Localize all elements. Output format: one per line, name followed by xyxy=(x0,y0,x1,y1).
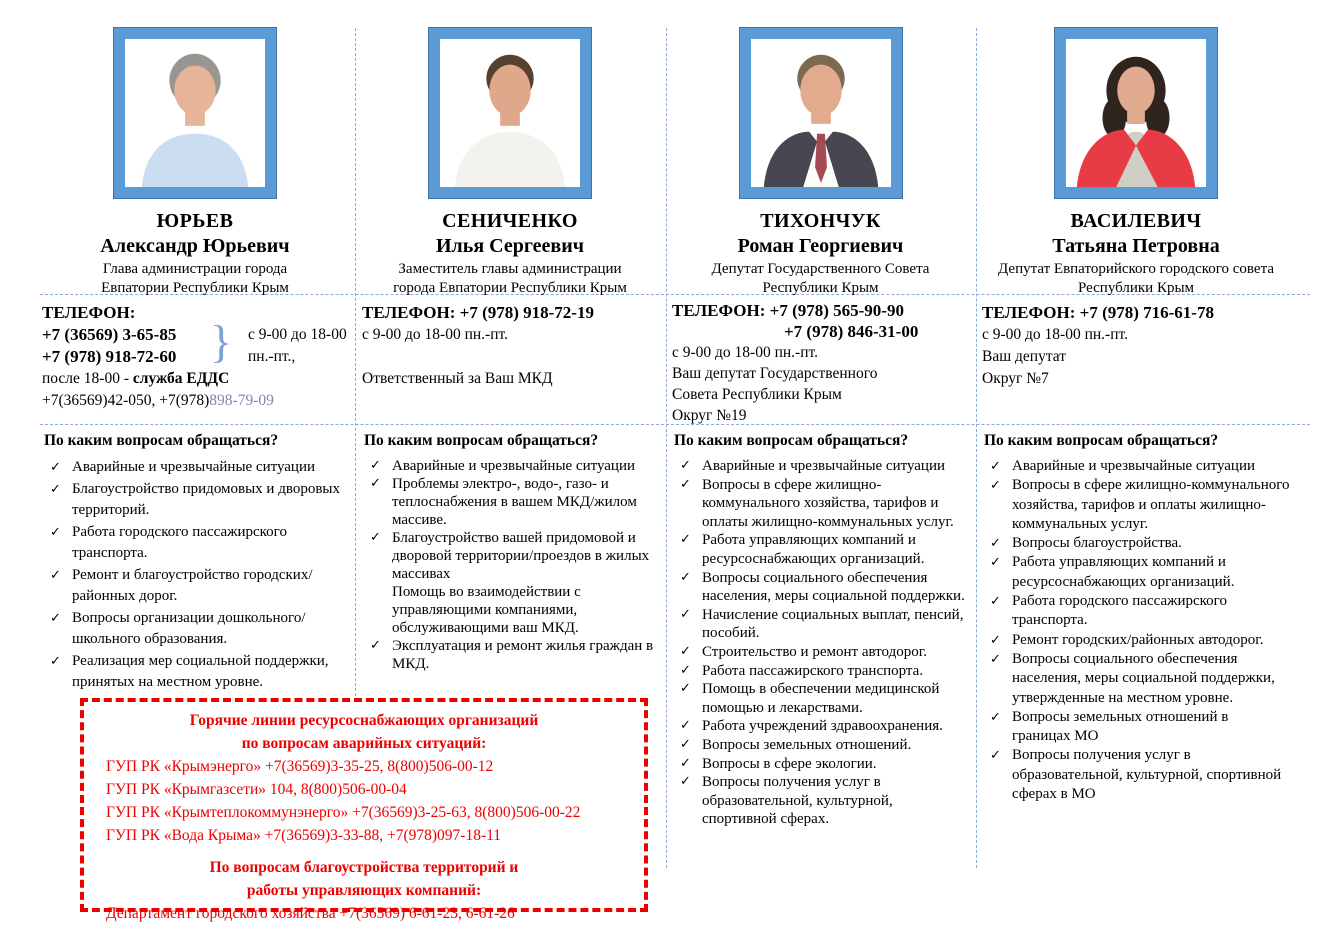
check-icon: ✓ xyxy=(680,736,691,752)
questions-list xyxy=(42,457,348,694)
name-block xyxy=(672,205,969,294)
edds-numbers: +7(36569)42-050, +7(978) xyxy=(42,392,210,409)
question-text: Вопросы организации дошкольного/школьного образования. xyxy=(72,609,306,647)
question-text: Вопросы благоустройства. xyxy=(1012,535,1182,552)
person-silhouette-icon xyxy=(125,39,265,187)
questions-list xyxy=(982,457,1290,804)
questions-section xyxy=(982,424,1290,804)
question-text: Благоустройство придомовых и дворовых территорий. xyxy=(72,480,340,518)
question-item xyxy=(672,717,969,736)
check-icon: ✓ xyxy=(990,651,1001,667)
question-text: Работа пассажирского транспорта. xyxy=(702,662,924,679)
check-icon: ✓ xyxy=(990,536,1001,552)
name-block xyxy=(362,205,658,294)
question-item xyxy=(672,606,969,643)
question-text: Ремонт и благоустройство городских/районных дорог. xyxy=(72,566,313,604)
question-text: Строительство и ремонт автодорог. xyxy=(702,643,927,660)
question-text: Помощь во взаимодействии с управляющими компаниями, обслуживающими ваш МКД. xyxy=(392,584,581,636)
question-text: Реализация мер социальной поддержки, принятых на местном уровне. xyxy=(72,652,329,690)
questions-list xyxy=(672,457,969,829)
check-icon: ✓ xyxy=(680,569,691,585)
check-icon: ✓ xyxy=(990,555,1001,571)
person-title: Заместитель главы администрации города Евпатории Республики Крым xyxy=(393,261,627,296)
questions-header: По каким вопросам обращаться? xyxy=(44,432,279,449)
photo-frame xyxy=(113,27,277,199)
after-hours-prefix: после 18-00 - xyxy=(42,370,133,387)
phone-label-line: ТЕЛЕФОН: +7 (978) 918-72-19 xyxy=(362,303,594,322)
check-icon: ✓ xyxy=(370,638,381,653)
check-icon: ✓ xyxy=(370,530,381,545)
questions-header: По каким вопросам обращаться? xyxy=(674,432,909,449)
question-text: Работа учреждений здравоохранения. xyxy=(702,718,943,735)
phone-block xyxy=(982,294,1290,424)
person-given-name: Роман Георгиевич xyxy=(737,235,904,257)
responsible-note: Ответственный за Ваш МКД xyxy=(362,370,553,387)
question-text: Аварийные и чрезвычайные ситуации xyxy=(702,458,946,474)
hotline-entry: ГУП РК «Крымгазсети» 104, 8(800)506-00-04 xyxy=(106,781,407,798)
photo-row xyxy=(982,0,1290,205)
hotline-entry: ГУП РК «Крымэнерго» +7(36569)3-35-25, 8(800)506-00-12 xyxy=(106,758,494,775)
question-item xyxy=(672,643,969,662)
hotline-title-line-2: по вопросам аварийных ситуаций: xyxy=(241,735,487,752)
district-note: Округ №19 xyxy=(672,407,747,424)
question-text: Работа городского пассажирского транспорта. xyxy=(72,523,287,561)
questions-section xyxy=(362,424,658,673)
photo-row xyxy=(672,0,969,205)
hotline-entry: ГУП РК «Крымтеплокоммунэнерго» +7(36569)3-25-63, 8(800)506-00-22 xyxy=(106,804,581,821)
check-icon: ✓ xyxy=(990,478,1001,494)
question-text: Вопросы в сфере жилищно-коммунального хозяйства, тарифов и оплаты жилищно-коммунальных услуг. xyxy=(702,476,954,530)
check-icon: ✓ xyxy=(990,748,1001,764)
check-icon: ✓ xyxy=(990,632,1001,648)
question-text: Вопросы социального обеспечения населения, меры социальной поддержки. xyxy=(702,569,965,605)
portrait-photo-senichenko xyxy=(440,39,580,187)
edds-numbers-line xyxy=(42,390,348,412)
question-text: Ремонт городских/районных автодорог. xyxy=(1012,631,1264,648)
check-icon xyxy=(362,583,392,637)
column-divider-1 xyxy=(355,28,356,696)
portrait-photo-tikhonchuk xyxy=(751,39,891,187)
check-icon: ✓ xyxy=(680,476,691,492)
question-text: Вопросы земельных отношений. xyxy=(702,736,912,753)
brace-glyph: } xyxy=(210,316,233,367)
question-text: Помощь в обеспечении медицинской помощью и лекарствами. xyxy=(702,681,940,716)
question-item xyxy=(672,476,969,532)
question-text: Вопросы социального обеспечения населения, меры социальной поддержки, утвержденные на местном уровне. xyxy=(1012,650,1275,706)
check-icon: ✓ xyxy=(680,643,691,659)
deputy-note: Ваш депутат xyxy=(982,348,1067,365)
phone-block xyxy=(672,294,969,424)
name-block xyxy=(982,205,1290,294)
photo-frame xyxy=(739,27,903,199)
person-given-name: Александр Юрьевич xyxy=(100,235,290,257)
questions-section xyxy=(672,424,969,829)
questions-list xyxy=(362,457,658,673)
question-item xyxy=(42,651,348,694)
phone-label: ТЕЛЕФОН: xyxy=(42,303,136,322)
check-icon: ✓ xyxy=(50,524,61,540)
question-item xyxy=(982,534,1290,553)
person-column-vasilevich xyxy=(982,0,1290,933)
question-text: Эксплуатация и ремонт жилья граждан в МКД. xyxy=(392,638,654,672)
deputy-note: Ваш депутат Государственного Совета Республики Крым xyxy=(672,365,878,403)
portrait-photo-vasilevich xyxy=(1066,39,1206,187)
person-surname: СЕНИЧЕНКО xyxy=(442,210,578,232)
check-icon: ✓ xyxy=(680,774,691,790)
check-icon: ✓ xyxy=(680,755,691,771)
person-silhouette-icon xyxy=(1066,39,1206,187)
check-icon: ✓ xyxy=(50,481,61,497)
questions-header: По каким вопросам обращаться? xyxy=(364,432,599,449)
question-item xyxy=(982,457,1290,476)
question-text: Начисление социальных выплат, пенсий, пособий. xyxy=(702,606,964,642)
question-item xyxy=(672,755,969,774)
question-item xyxy=(672,457,969,476)
question-item xyxy=(672,662,969,681)
district-note: Округ №7 xyxy=(982,370,1049,387)
question-item xyxy=(42,457,348,479)
check-icon: ✓ xyxy=(990,594,1001,610)
question-text: Вопросы получения услуг в образовательной, культурной, спортивной сферах. xyxy=(702,774,893,828)
phone-hours: с 9-00 до 18-00 пн.-пт. xyxy=(362,326,508,343)
photo-frame xyxy=(428,27,592,199)
person-surname: ВАСИЛЕВИЧ xyxy=(1070,210,1202,232)
question-text: Аварийные и чрезвычайные ситуации xyxy=(72,459,316,475)
question-item xyxy=(982,592,1290,631)
hotline-entry: ГУП РК «Вода Крыма» +7(36569)3-33-88, +7(978)097-18-11 xyxy=(106,827,502,844)
check-icon: ✓ xyxy=(990,709,1001,725)
column-divider-3 xyxy=(976,28,977,868)
question-item xyxy=(982,631,1290,650)
question-text: Вопросы в сфере экологии. xyxy=(702,755,877,772)
person-silhouette-icon xyxy=(440,39,580,187)
question-item xyxy=(42,565,348,608)
check-icon: ✓ xyxy=(370,458,381,473)
question-item xyxy=(982,708,1290,747)
person-title: Глава администрации города Евпатории Республики Крым xyxy=(101,261,289,296)
hotline-subtitle-line-1: По вопросам благоустройства территорий и xyxy=(209,859,519,876)
check-icon: ✓ xyxy=(680,662,691,678)
question-text: Вопросы земельных отношений в границах МО xyxy=(1012,708,1229,745)
person-given-name: Илья Сергеевич xyxy=(435,235,585,257)
edds-numbers-light: 898-79-09 xyxy=(209,392,274,409)
question-item xyxy=(362,583,658,637)
question-text: Работа управляющих компаний и ресурсоснабжающих организаций. xyxy=(702,532,925,567)
check-icon: ✓ xyxy=(50,610,61,626)
question-text: Аварийные и чрезвычайные ситуации xyxy=(1012,458,1256,474)
phone-number-1: +7 (36569) 3-65-85 xyxy=(42,325,177,344)
phone-number-2: +7 (978) 846-31-00 xyxy=(784,322,919,341)
question-item xyxy=(42,479,348,522)
phone-block xyxy=(362,294,658,424)
phone-numbers xyxy=(42,324,348,368)
edds-service-label: служба ЕДДС xyxy=(132,370,230,387)
phone-number-2: +7 (978) 918-72-60 xyxy=(42,347,177,366)
question-item xyxy=(362,475,658,529)
question-item xyxy=(982,650,1290,708)
questions-header: По каким вопросам обращаться? xyxy=(984,432,1219,449)
question-text: Проблемы электро-, водо-, газо- и теплоснабжения в вашем МКД/жилом массиве. xyxy=(392,476,637,528)
question-item xyxy=(672,569,969,606)
hotline-box xyxy=(80,698,648,922)
question-item xyxy=(672,736,969,755)
person-title: Депутат Государственного Совета Республики Крым xyxy=(711,261,930,296)
portrait-photo-yuryev xyxy=(125,39,265,187)
question-text: Вопросы получения услуг в образовательной, культурной, спортивной сферах в МО xyxy=(1012,747,1282,803)
check-icon: ✓ xyxy=(680,718,691,734)
question-item xyxy=(42,608,348,651)
check-icon: ✓ xyxy=(680,458,691,473)
check-icon: ✓ xyxy=(50,567,61,583)
person-title: Депутат Евпаторийского городского совета Республики Крым xyxy=(998,261,1274,296)
phone-block xyxy=(42,294,348,424)
question-item xyxy=(672,773,969,829)
question-item xyxy=(362,529,658,583)
question-item xyxy=(982,553,1290,592)
phone-hours: с 9-00 до 18-00 пн.-пт. xyxy=(672,344,818,361)
person-surname: ТИХОНЧУК xyxy=(760,210,881,232)
after-hours-line xyxy=(42,368,348,390)
question-text: Благоустройство вашей придомовой и дворовой территории/проездов в жилых массивах xyxy=(392,530,650,582)
question-item xyxy=(982,746,1290,804)
check-icon: ✓ xyxy=(680,606,691,622)
person-given-name: Татьяна Петровна xyxy=(1052,235,1220,257)
hotline-footer: Департамент городского хозяйства +7(36569) 6-61-23, 6-61-26 xyxy=(106,905,515,922)
check-icon: ✓ xyxy=(680,532,691,548)
question-item xyxy=(362,457,658,475)
photo-frame xyxy=(1054,27,1218,199)
check-icon: ✓ xyxy=(50,460,61,475)
question-item xyxy=(672,531,969,568)
question-item xyxy=(42,522,348,565)
check-icon: ✓ xyxy=(50,653,61,669)
check-icon: ✓ xyxy=(370,476,381,491)
phone-hours: с 9-00 до 18-00 пн.-пт. xyxy=(982,326,1128,343)
phone-label-line: ТЕЛЕФОН: +7 (978) 716-61-78 xyxy=(982,303,1214,322)
question-text: Аварийные и чрезвычайные ситуации xyxy=(392,458,636,474)
hotline-entries xyxy=(94,755,634,847)
check-icon: ✓ xyxy=(680,681,691,697)
questions-section xyxy=(42,424,348,694)
person-surname: ЮРЬЕВ xyxy=(156,210,234,232)
name-block xyxy=(42,205,348,294)
question-item xyxy=(672,680,969,717)
phone-hours-1: с 9-00 до 18-00 xyxy=(248,326,347,343)
column-divider-2 xyxy=(666,28,667,868)
person-column-tikhonchuk xyxy=(672,0,969,933)
person-silhouette-icon xyxy=(751,39,891,187)
question-item xyxy=(982,476,1290,534)
question-text: Работа управляющих компаний и ресурсоснабжающих организаций. xyxy=(1012,554,1235,590)
question-text: Работа городского пассажирского транспорта. xyxy=(1012,593,1227,629)
hotline-spacer xyxy=(94,847,634,856)
photo-row xyxy=(42,0,348,205)
question-item xyxy=(362,637,658,673)
phone-label-line: ТЕЛЕФОН: +7 (978) 565-90-90 xyxy=(672,301,904,320)
hotline-title-line-1: Горячие линии ресурсоснабжающих организаций xyxy=(189,712,539,729)
check-icon: ✓ xyxy=(990,459,1001,474)
photo-row xyxy=(362,0,658,205)
phone-hours-2: пн.-пт., xyxy=(248,348,296,365)
question-text: Вопросы в сфере жилищно-коммунального хозяйства, тарифов и оплаты жилищно-коммунальных услуг. xyxy=(1012,477,1290,532)
hotline-subtitle-line-2: работы управляющих компаний: xyxy=(246,882,482,899)
